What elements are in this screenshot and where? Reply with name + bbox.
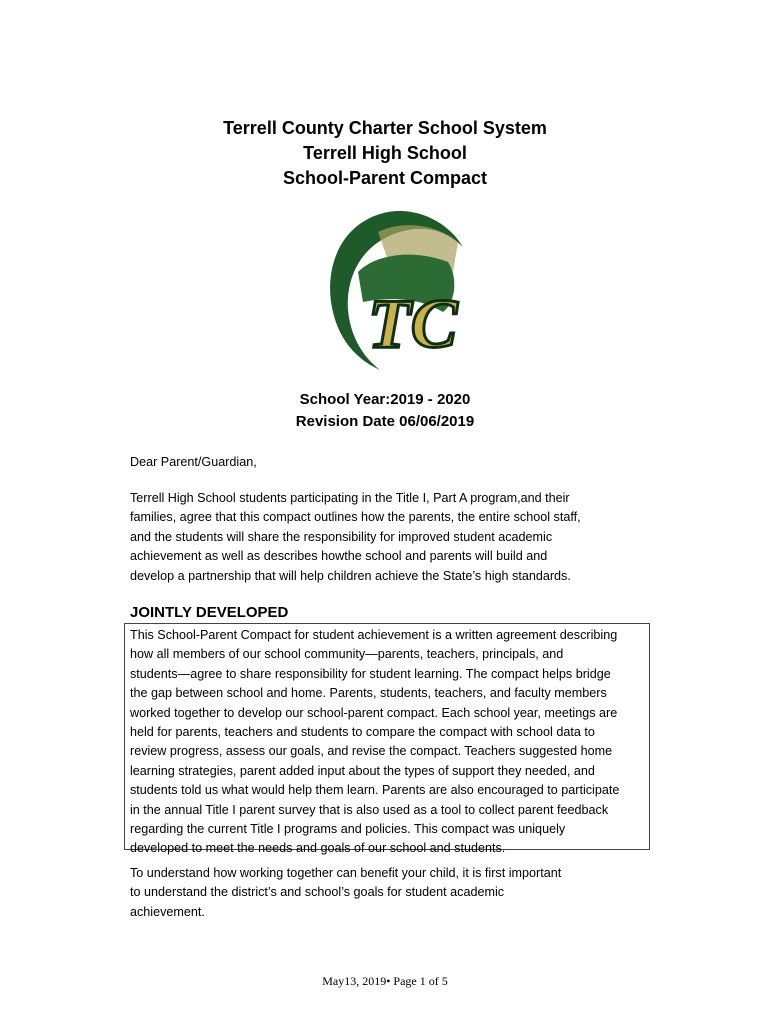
compact-title: School-Parent Compact — [282, 168, 488, 188]
greeting: Dear Parent/Guardian, — [130, 455, 257, 469]
revision-date: Revision Date 06/06/2019 — [295, 413, 475, 430]
closing-paragraph: To understand how working together can benefit your child, it is first important to understand the district’s and school’s goals for student academic achievement. — [130, 866, 562, 919]
logo-letters: TC — [368, 286, 458, 363]
intro-paragraph: Terrell High School students participating in the Title I, Part A program,and their families, agree that this compact outlines how the parents, the entire school staff, and the students will share the responsibility for improved student academic achievement as well as describes howthe school and parents will build and develop a partnership that will help children achieve the State’s high standards. — [130, 491, 581, 583]
school-name: Terrell High School — [303, 143, 467, 163]
school-logo — [318, 202, 466, 372]
document-meta — [0, 389, 770, 433]
page-footer: May13, 2019• Page 1 of 5 — [322, 974, 448, 988]
section-heading: JOINTLY DEVELOPED — [130, 604, 289, 621]
school-year: School Year:2019 - 2020 — [299, 391, 471, 408]
district-name: Terrell County Charter School System — [223, 118, 547, 138]
section-body: This School-Parent Compact for student achievement is a written agreement describing how all members of our school community—parents, teachers, principals, and students—agree to share responsibility for student learning. The compact helps bridge the gap between school and home. Parents, students, teachers, and faculty members worked together to develop our school-parent compact. Each school year, meetings are held for parents, teachers and students to compare the compact with school data to review progress, assess our goals, and revise the compact. Teachers suggested home learning strategies, parent added input about the types of support they needed, and students told us what would help them learn. Parents are also encouraged to participate in the annual Title I parent survey that is also used as a tool to collect parent feedback regarding the current Title I programs and policies. This compact was uniquely developed to meet the needs and goals of our school and students. — [124, 623, 650, 850]
document-title — [0, 116, 770, 191]
